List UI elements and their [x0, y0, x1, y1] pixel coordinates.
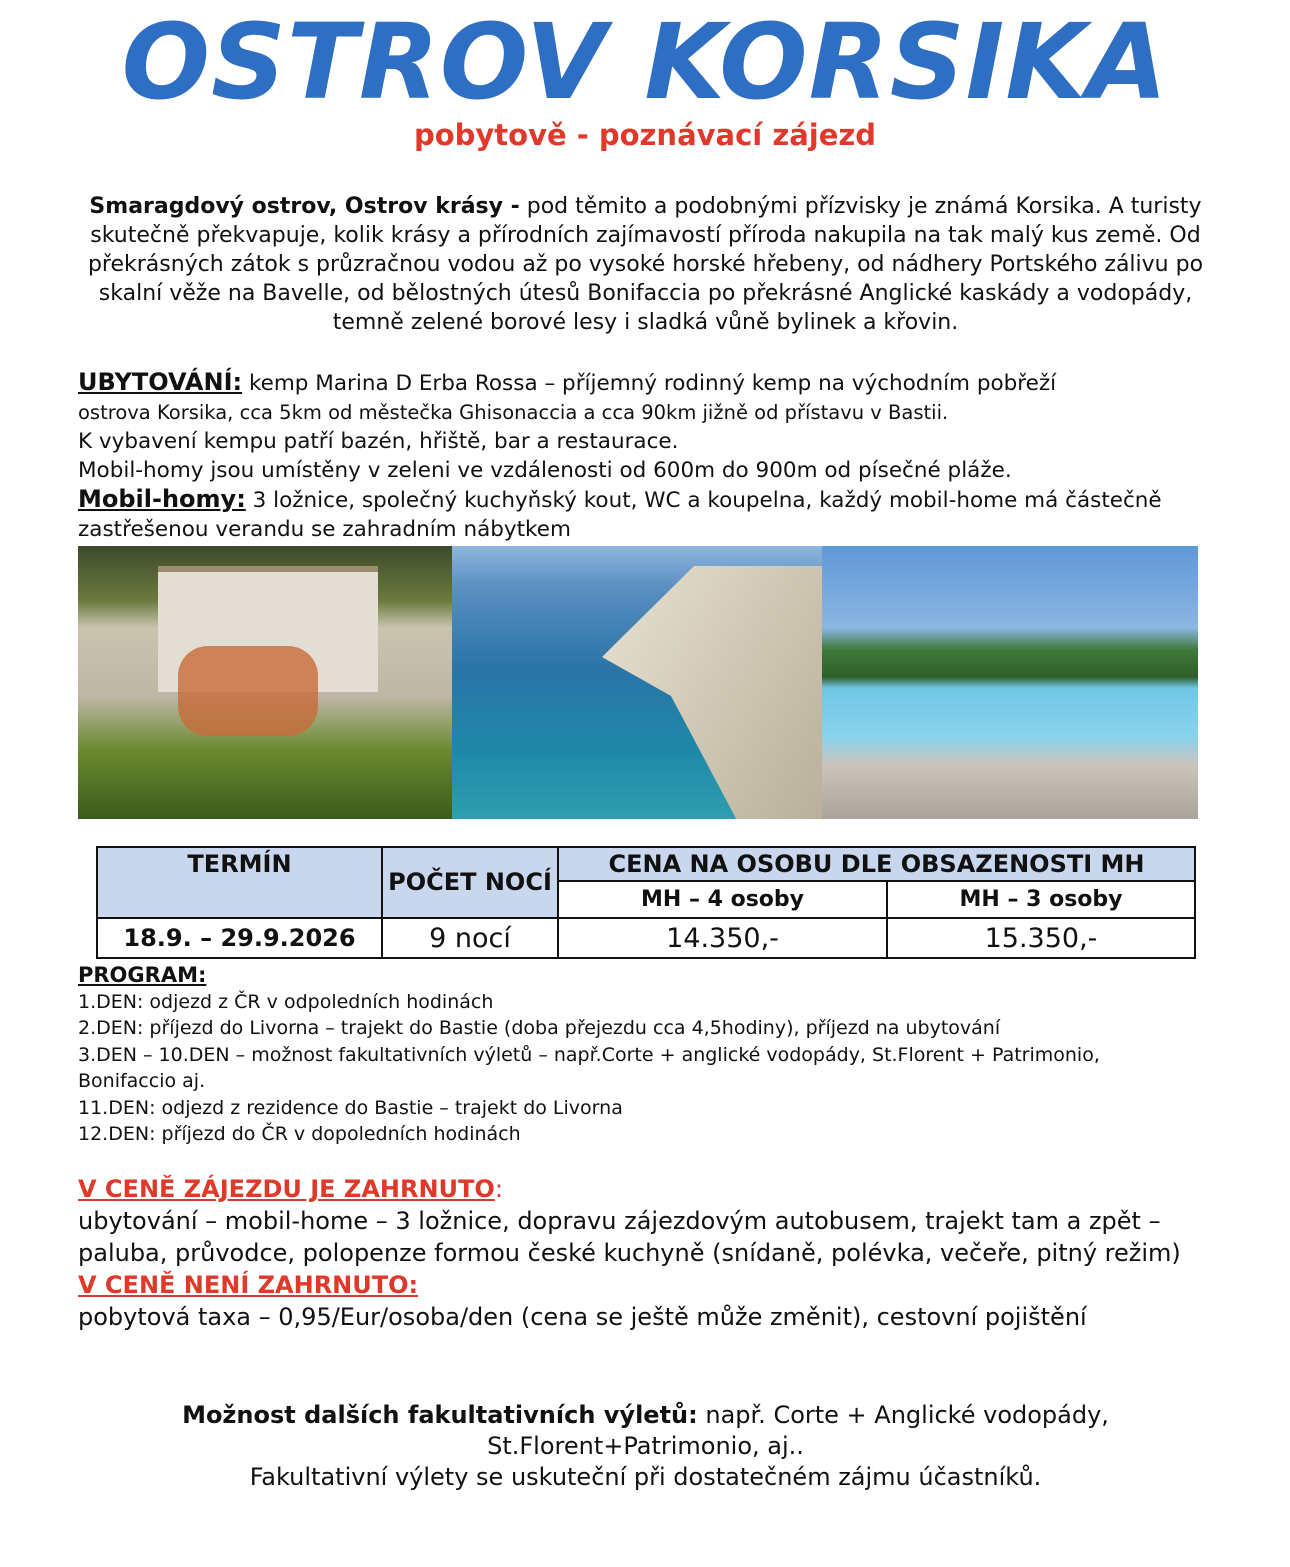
program-label: PROGRAM:	[78, 963, 207, 987]
excluded-text: pobytová taxa – 0,95/Eur/osoba/den (cena se ještě může změnit), cestovní pojištění	[78, 1303, 1087, 1331]
header-price: CENA NA OSOBU DLE OBSAZENOSTI MH	[558, 847, 1195, 881]
header-term: TERMÍN	[97, 847, 382, 918]
accommodation-line: Mobil-homy jsou umístěny v zeleni ve vzdálenosti od 600m do 900m od písečné pláže.	[78, 458, 1012, 483]
mobilhomes-label: Mobil-homy:	[78, 485, 246, 513]
photo-strip	[78, 546, 1198, 819]
included-colon: :	[494, 1175, 503, 1203]
term-cell: 18.9. – 29.9.2026	[97, 918, 382, 958]
footer-bold: Možnost dalších fakultativních výletů:	[182, 1401, 698, 1429]
footer-line: Fakultativní výlety se uskuteční při dostatečném zájmu účastníků.	[249, 1463, 1042, 1491]
intro-bold: Smaragdový ostrov, Ostrov krásy -	[89, 194, 520, 219]
cliffs-photo	[452, 546, 822, 819]
program-day: 12.DEN: příjezd do ČR v dopoledních hodinách	[78, 1123, 521, 1145]
mobilhomes-text: 3 ložnice, společný kuchyňský kout, WC a koupelna, každý mobil-home má částečně zastřešenou verandu se zahradním nábytkem	[78, 488, 1162, 542]
included-section	[78, 1173, 1218, 1333]
program-day: 11.DEN: odjezd z rezidence do Bastie – trajekt do Livorna	[78, 1096, 623, 1119]
footer-note	[78, 1400, 1213, 1493]
page-title: OSTROV KORSIKA	[121, 1, 1169, 123]
price-mh4-cell: 14.350,-	[558, 918, 887, 958]
program-day: 3.DEN – 10.DEN – možnost fakultativních výletů – např.Corte + anglické vodopády, St.Florent + Patrimonio, Bonifaccio aj.	[78, 1043, 1100, 1092]
program-day: 2.DEN: příjezd do Livorna – trajekt do Bastie (doba přejezdu cca 4,5hodiny), příjezd na ubytování	[78, 1017, 1001, 1039]
header-nights: POČET NOCÍ	[382, 847, 558, 918]
accommodation-line: K vybavení kempu patří bazén, hřiště, bar a restaurace.	[78, 429, 679, 454]
included-text: ubytování – mobil-home – 3 ložnice, dopravu zájezdovým autobusem, trajekt tam a zpět – paluba, průvodce, polopenze formou české kuchyně (snídaně, polévka, večeře, pitný režim)	[78, 1207, 1181, 1267]
intro-text: pod těmito a podobnými přízvisky je známá Korsika. A turisty skutečně překvapuje, kolik krásy a přírodních zajímavostí příroda nakupila na tak malý kus země. Od překrásných zátok s průzračnou vodou až po vysoké horské hřebeny, od nádhery Portského zálivu po skalní věže na Bavelle, od bělostných útesů Bonifaccia po překrásné Anglické kaskády a vodopády, temně zelené borové lesy i sladká vůně bylinek a křovin.	[87, 194, 1204, 335]
header-mh3: MH – 3 osoby	[887, 881, 1195, 918]
pool-photo	[822, 546, 1198, 819]
price-table	[96, 846, 1196, 959]
accommodation-line: kemp Marina D Erba Rossa – příjemný rodinný kemp na východním pobřeží	[242, 371, 1057, 396]
intro-paragraph	[78, 192, 1213, 337]
program-day: 1.DEN: odjezd z ČR v odpoledních hodinách	[78, 990, 494, 1013]
accommodation-line: ostrova Korsika, cca 5km od městečka Ghisonaccia a cca 90km jižně od přístavu v Bastii.	[78, 401, 949, 424]
excluded-label: V CENĚ NENÍ ZAHRNUTO:	[78, 1271, 419, 1299]
accommodation-section	[78, 368, 1218, 544]
page-subtitle: pobytově - poznávací zájezd	[413, 118, 877, 152]
included-label: V CENĚ ZÁJEZDU JE ZAHRNUTO	[78, 1175, 495, 1203]
header-mh4: MH – 4 osoby	[558, 881, 887, 918]
footer-text: např. Corte + Anglické vodopády, St.Florent+Patrimonio, aj..	[487, 1401, 1109, 1460]
accommodation-label: UBYTOVÁNÍ:	[78, 368, 243, 396]
price-mh3-cell: 15.350,-	[887, 918, 1195, 958]
mobile-home-photo	[78, 546, 452, 819]
program-section	[78, 962, 1218, 1148]
nights-cell: 9 nocí	[382, 918, 558, 958]
